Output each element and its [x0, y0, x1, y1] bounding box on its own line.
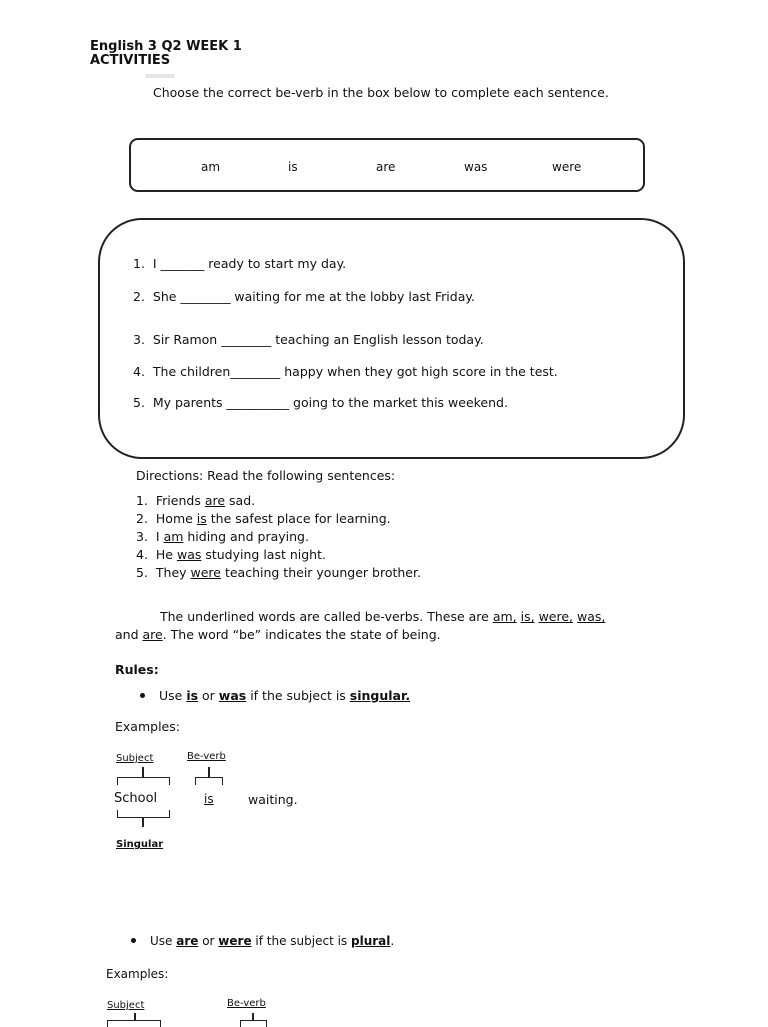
answer-blank: ________ [180, 289, 231, 304]
examples-label: Examples: [115, 719, 180, 734]
rule-singular: Use is or was if the subject is singular. [159, 688, 411, 703]
examples-label-2: Examples: [106, 967, 169, 981]
sentence-item: 3. I am hiding and praying. [136, 529, 309, 544]
example-subject: School [114, 791, 158, 806]
word-box [129, 138, 645, 192]
question-item: 4. The children________ happy when they got high score in the test. [133, 364, 558, 379]
answer-blank: ________ [230, 364, 281, 379]
question-item: 3. Sir Ramon ________ teaching an English lesson today. [133, 332, 484, 347]
bracket-stem [142, 767, 144, 777]
word-option: is [288, 160, 298, 174]
bracket-stem [142, 817, 144, 827]
answer-blank: ________ [221, 332, 272, 347]
be-verb: was [176, 547, 202, 562]
subject-label: Subject [116, 753, 154, 764]
word-option: are [376, 160, 396, 174]
worksheet-subtitle: ACTIVITIES [90, 53, 171, 68]
sentence-item: 5. They were teaching their younger brother. [136, 565, 421, 580]
explanation-line-2: and are. The word “be” indicates the state of being. [115, 627, 441, 642]
question-item: 2. She ________ waiting for me at the lobby last Friday. [133, 289, 475, 304]
verb-bracket [195, 777, 223, 785]
word-option: am [201, 160, 221, 174]
example-verb: is [204, 792, 214, 806]
directions-text: Directions: Read the following sentences: [136, 468, 396, 483]
be-verb: are [204, 493, 226, 508]
answer-blank: __________ [226, 395, 290, 410]
word-option: was [464, 160, 488, 174]
number-bracket [117, 810, 170, 818]
instruction-text: Choose the correct be-verb in the box below to complete each sentence. [153, 85, 609, 100]
scan-mark [145, 74, 175, 78]
be-verb: am [163, 529, 184, 544]
worksheet-title: English 3 Q2 WEEK 1 [90, 39, 242, 54]
bullet-icon [131, 938, 136, 943]
answer-blank: _______ [160, 256, 205, 271]
bullet-icon [140, 693, 145, 698]
question-item: 5. My parents __________ going to the market this weekend. [133, 395, 508, 410]
explanation-line-1: The underlined words are called be-verbs. These are am, is, were, was, [160, 609, 606, 624]
subject-bracket [117, 777, 170, 785]
example-rest: waiting. [248, 792, 298, 807]
singular-label: Singular [116, 839, 164, 850]
be-verb-label: Be-verb [187, 751, 226, 762]
word-option: were [552, 160, 582, 174]
sentence-item: 1. Friends are sad. [136, 493, 256, 508]
rule-plural: Use are or were if the subject is plural. [150, 934, 395, 948]
bracket-stem [208, 767, 210, 777]
subject-label-2: Subject [107, 1000, 145, 1011]
sentence-item: 2. Home is the safest place for learning. [136, 511, 391, 526]
be-verb: were [190, 565, 221, 580]
sentence-item: 4. He was studying last night. [136, 547, 326, 562]
rules-heading: Rules: [115, 662, 159, 677]
be-verb: is [196, 511, 207, 526]
be-verb-label-2: Be-verb [227, 998, 266, 1009]
question-item: 1. I _______ ready to start my day. [133, 256, 347, 271]
